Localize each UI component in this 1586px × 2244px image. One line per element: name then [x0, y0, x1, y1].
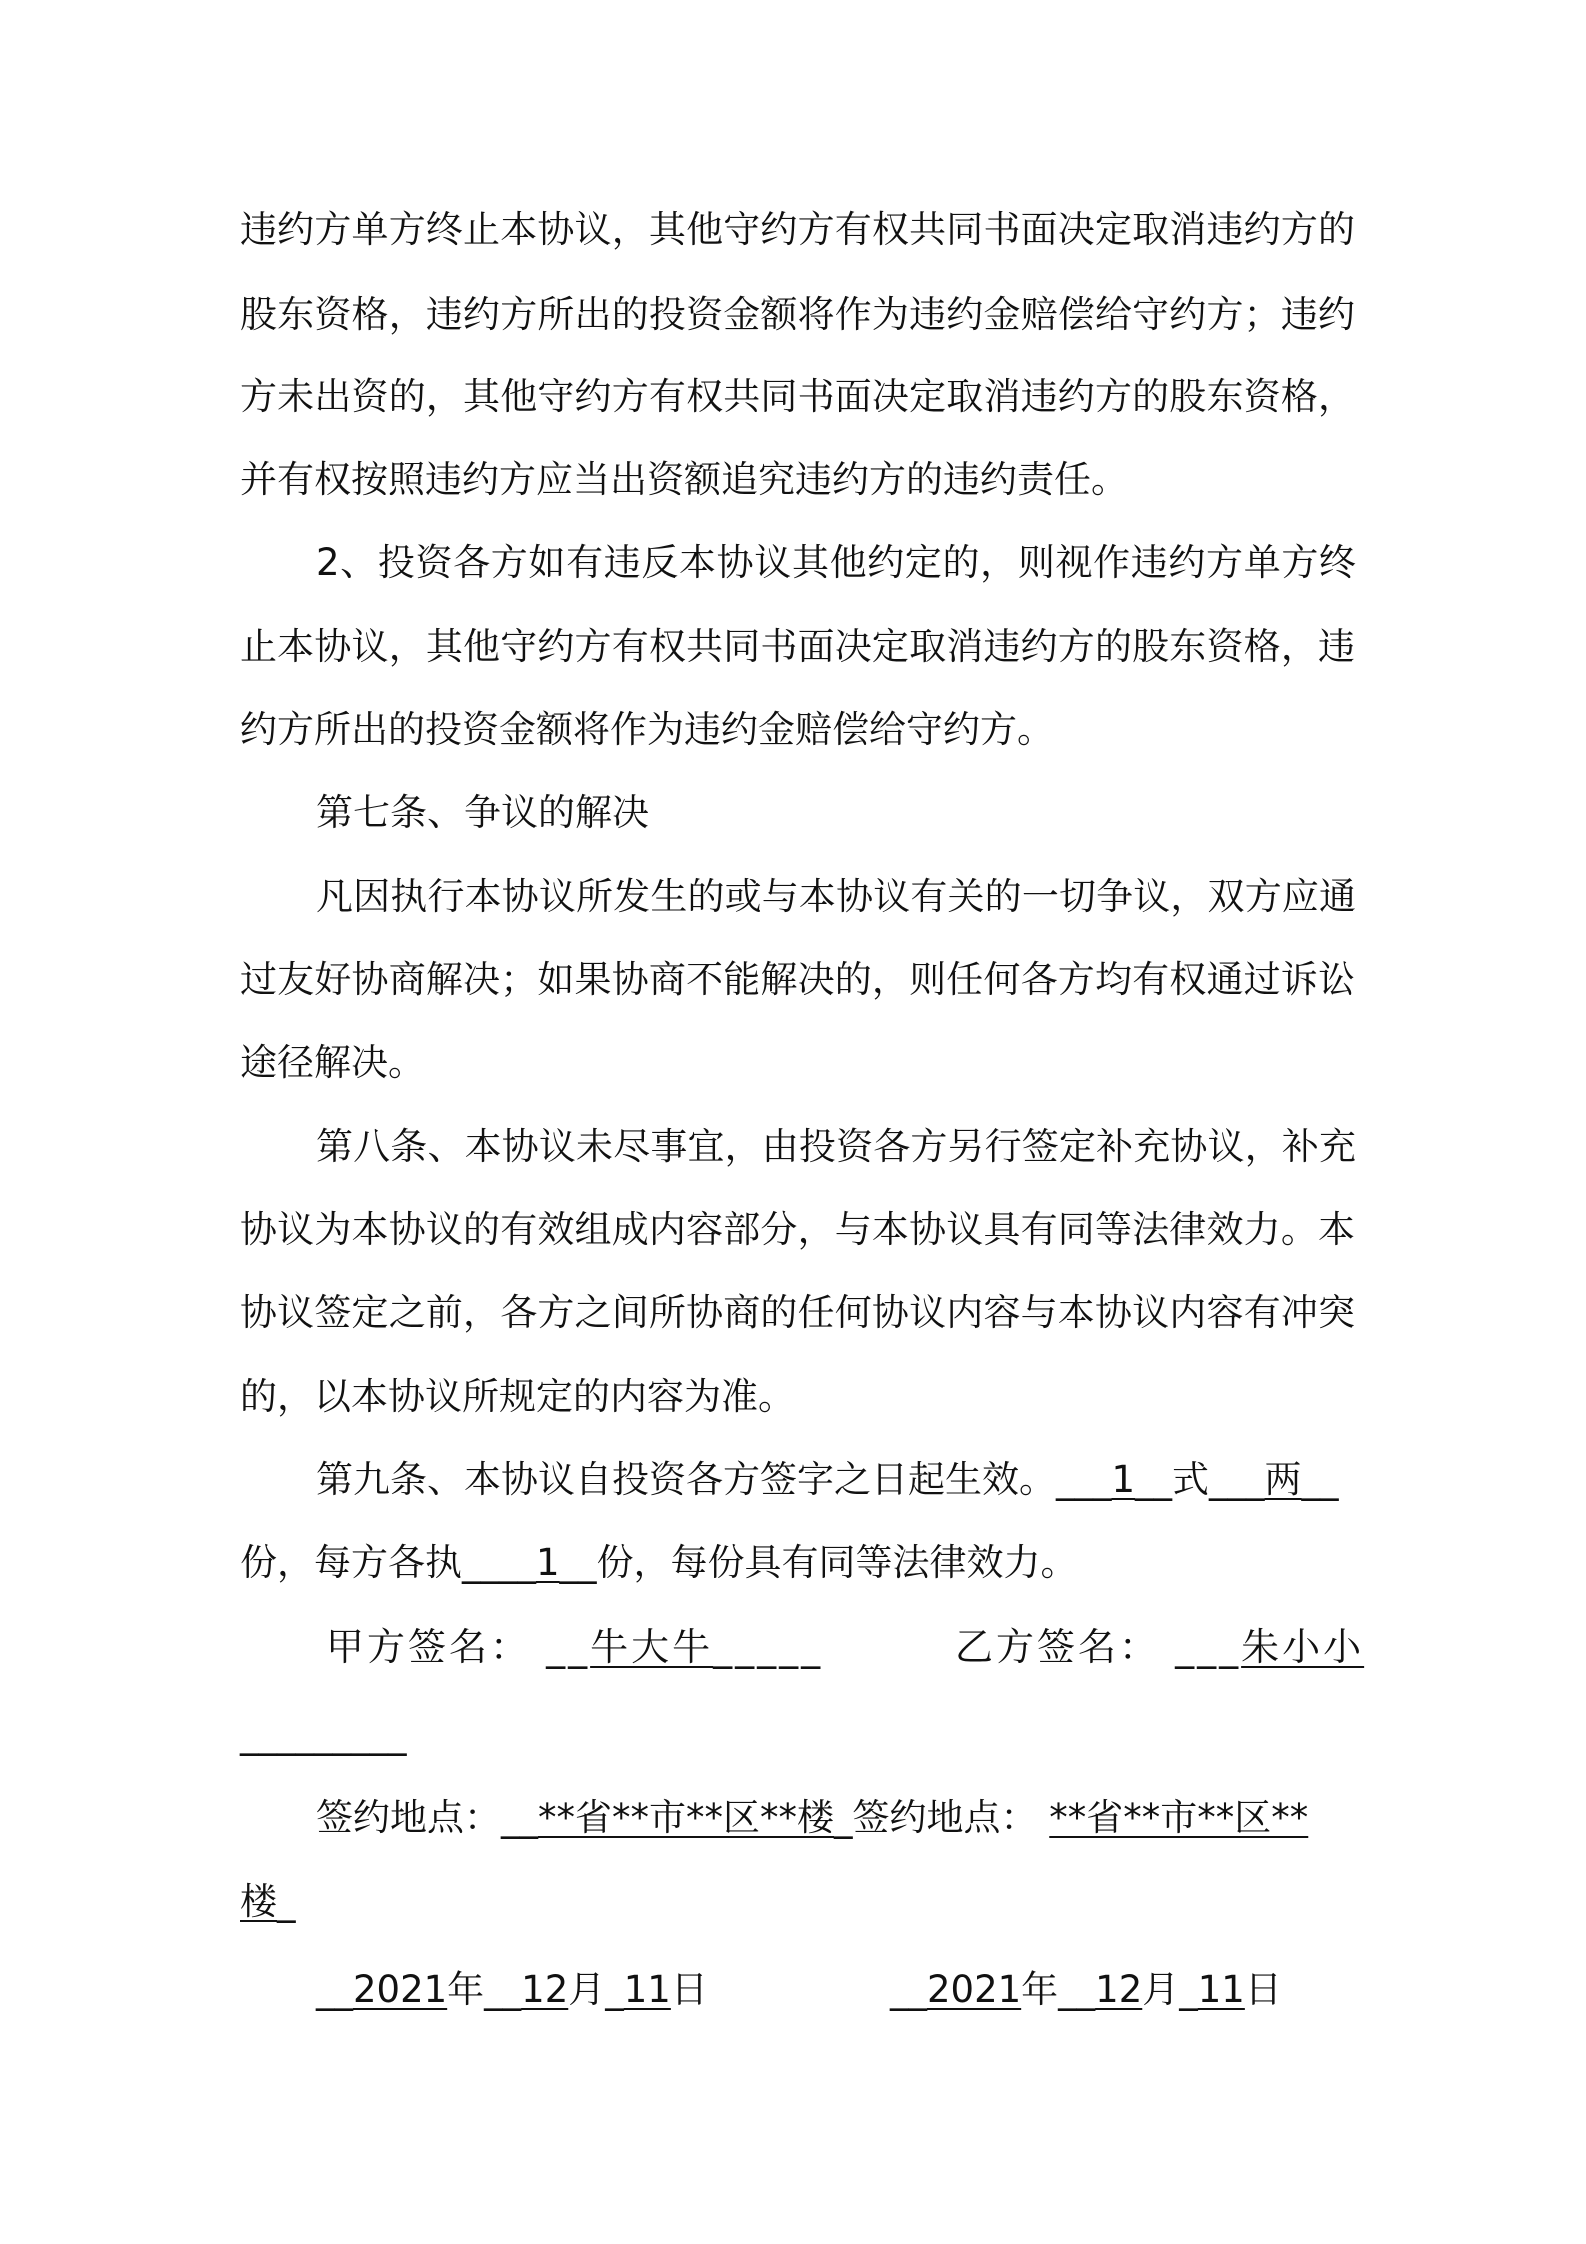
paragraph-2-line-3: 约方所出的投资金额将作为违约金赔偿给守约方。	[240, 708, 1054, 751]
party-a-blank-post: _____	[713, 1625, 824, 1669]
article-8-line-4: 的，以本协议所规定的内容为准。	[240, 1375, 795, 1418]
article-7-heading: 第七条、争议的解决	[316, 791, 649, 834]
article-9-line-1	[316, 1455, 1356, 1505]
copies-total-value: 两	[1264, 1458, 1302, 1501]
date-a-day-unit: 日	[670, 1968, 708, 2011]
article-7-line-2: 过友好协商解决；如果协商不能解决的，则任何各方均有权通过诉讼	[240, 958, 1355, 1001]
date-a-year-unit: 年	[447, 1968, 485, 2011]
signing-location-line	[316, 1793, 1356, 1843]
date-b-month: 12	[1095, 1968, 1143, 2011]
date-a-blank-2: __	[484, 1968, 522, 2011]
location-a-blank-post: _	[834, 1796, 853, 1839]
date-a-blank: __	[316, 1968, 353, 2011]
article-9-blank: __	[1301, 1458, 1339, 1501]
paragraph-1-line-1: 违约方单方终止本协议，其他守约方有权共同书面决定取消违约方的	[240, 208, 1355, 251]
article-8-line-1: 第八条、本协议未尽事宜，由投资各方另行签定补充协议，补充	[316, 1125, 1356, 1168]
party-b-blank-pre: ___	[1175, 1625, 1242, 1669]
date-b-day-unit: 日	[1244, 1968, 1282, 2011]
date-b-blank-3: _	[1179, 1968, 1198, 2011]
party-a-name: 牛大牛	[590, 1625, 714, 1669]
paragraph-1-line-2: 股东资格，违约方所出的投资金额将作为违约金赔偿给守约方；违约	[240, 293, 1355, 336]
paragraph-2-line-2: 止本协议，其他守约方有权共同书面决定取消违约方的股东资格，违	[240, 625, 1355, 668]
date-a-month: 12	[521, 1968, 569, 2011]
party-b-name: 朱小小	[1241, 1625, 1365, 1669]
date-a-blank-3: _	[605, 1968, 624, 2011]
location-b-label: 签约地点：	[852, 1796, 1038, 1839]
article-8-line-3: 协议签定之前，各方之间所协商的任何协议内容与本协议内容有冲突	[240, 1291, 1355, 1334]
article-7-line-3: 途径解决。	[240, 1041, 425, 1084]
location-a-blank-pre: __	[501, 1796, 538, 1839]
party-b-label: 乙方签名：	[955, 1625, 1161, 1669]
date-a-year: 2021	[353, 1968, 448, 2011]
article-9-each-text: 份，每方各执____	[240, 1541, 536, 1584]
copies-each-value: 1	[536, 1541, 560, 1584]
location-a-value: **省**市**区**楼	[538, 1796, 834, 1839]
date-b-month-unit: 月	[1142, 1968, 1180, 2011]
location-a-label: 签约地点：	[316, 1796, 501, 1839]
paragraph-2-line-1: 2、投资各方如有违反本协议其他约定的，则视作违约方单方终	[316, 541, 1356, 584]
date-a-day: 11	[623, 1968, 671, 2011]
date-b-year: 2021	[927, 1968, 1022, 2011]
party-a-label: 甲方签名：	[326, 1625, 532, 1669]
party-b-signature-continuation: _________	[240, 1713, 407, 1756]
article-9-form-text: __式___	[1135, 1458, 1265, 1501]
date-b-blank-2: __	[1058, 1968, 1096, 2011]
date-a	[316, 1965, 836, 2015]
date-b-year-unit: 年	[1021, 1968, 1059, 2011]
location-b-blank-post: _	[277, 1880, 296, 1923]
date-b-day: 11	[1197, 1968, 1245, 2011]
date-a-month-unit: 月	[568, 1968, 606, 2011]
location-b-value-continued: 楼	[240, 1880, 277, 1923]
article-9-effective-text: 第九条、本协议自投资各方签字之日起生效。___	[316, 1458, 1112, 1501]
paragraph-1-line-3: 方未出资的，其他守约方有权共同书面决定取消违约方的股东资格，	[240, 375, 1355, 418]
article-8-line-2: 协议为本协议的有效组成内容部分，与本协议具有同等法律效力。本	[240, 1208, 1355, 1251]
article-7-line-1: 凡因执行本协议所发生的或与本协议有关的一切争议，双方应通	[316, 875, 1356, 918]
party-a-blank-pre: __	[546, 1625, 591, 1669]
copies-form-value: 1	[1111, 1458, 1136, 1501]
party-b-signature	[955, 1622, 1365, 1672]
article-9-line-2	[240, 1538, 1355, 1588]
party-a-signature	[326, 1622, 826, 1672]
paragraph-1-line-4: 并有权按照违约方应当出资额追究违约方的违约责任。	[240, 458, 1128, 501]
location-b-value: **省**市**区**	[1049, 1796, 1309, 1839]
signing-location-continuation	[240, 1877, 1355, 1927]
date-b	[890, 1965, 1360, 2015]
date-b-blank: __	[890, 1968, 927, 2011]
article-9-validity-text: __份，每份具有同等法律效力。	[559, 1541, 1078, 1584]
